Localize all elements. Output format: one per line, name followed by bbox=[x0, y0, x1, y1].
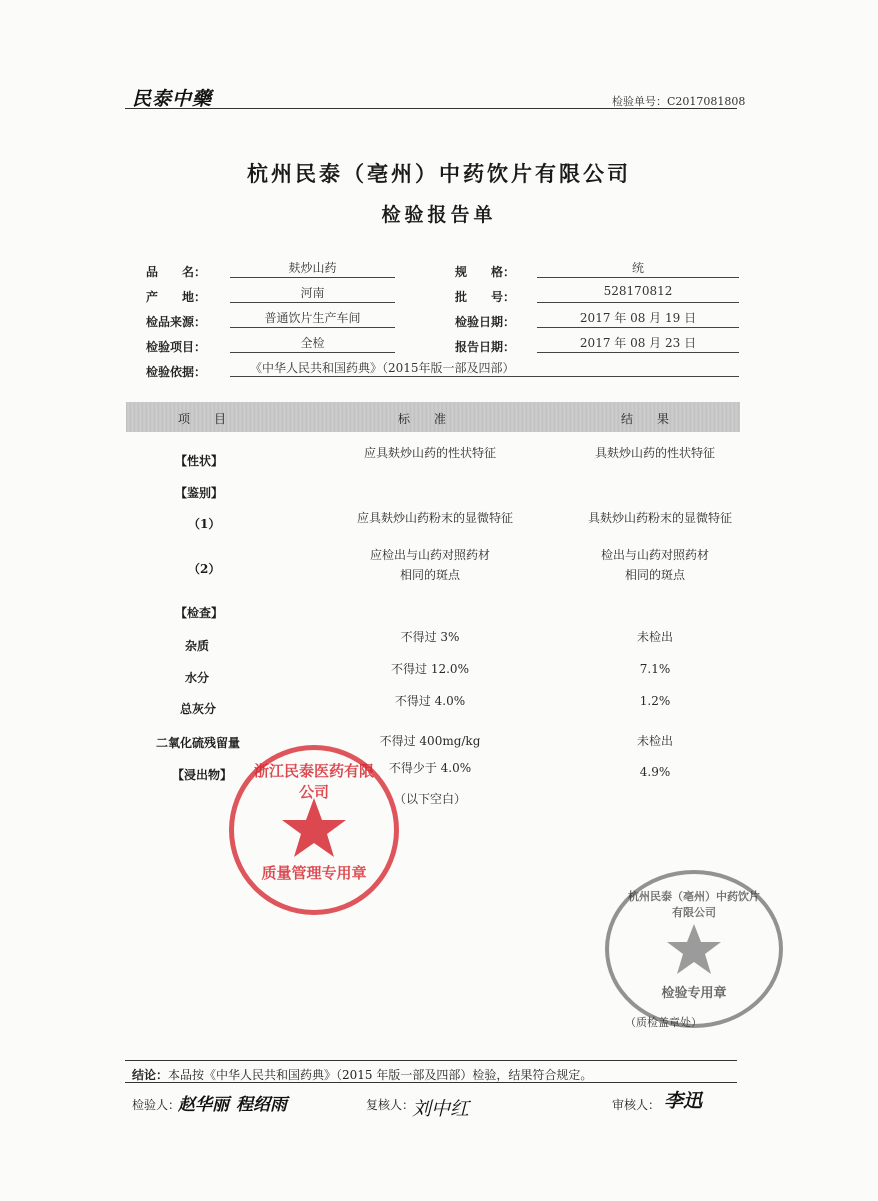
report-date-value: 2017 年 08 月 23 日 bbox=[537, 334, 739, 353]
quality-seal-stamp bbox=[229, 745, 399, 915]
approver-label: 审核人： bbox=[612, 1098, 661, 1112]
row-item: （2） bbox=[188, 562, 221, 576]
blank-note: （以下空白） bbox=[393, 792, 466, 806]
company-title: 杭州民泰（亳州）中药饮片有限公司 bbox=[247, 161, 631, 186]
row-item: 杂质 bbox=[185, 639, 210, 653]
footer-rule-bottom bbox=[125, 1082, 737, 1083]
row-item: 二氧化硫残留量 bbox=[156, 736, 241, 750]
conclusion bbox=[132, 1066, 592, 1083]
report-number bbox=[612, 93, 745, 109]
col-item-header: 项 目 bbox=[178, 412, 227, 426]
row-item: 总灰分 bbox=[180, 702, 217, 716]
report-number-label: 检验单号： bbox=[612, 95, 667, 108]
approver-signature: 李迅 bbox=[664, 1090, 703, 1112]
row-item: 水分 bbox=[185, 671, 210, 685]
row-standard: 应具麸炒山药粉末的显微特征 bbox=[356, 511, 513, 525]
row-item: （1） bbox=[188, 517, 221, 531]
document-title: 检验报告单 bbox=[381, 204, 497, 226]
row-result: 1.2% bbox=[639, 694, 671, 708]
item-value: 全检 bbox=[230, 334, 395, 353]
header-rule bbox=[125, 108, 737, 109]
reviewer-label: 复核人： bbox=[366, 1098, 415, 1112]
col-result-header: 结 果 bbox=[621, 412, 670, 426]
report-number-value: C2017081808 bbox=[667, 95, 746, 108]
basis-label: 检验依据： bbox=[146, 365, 207, 379]
row-result: 检出与山药对照药材 bbox=[600, 548, 709, 562]
row-result: 未检出 bbox=[636, 630, 673, 644]
row-standard: 不得过 4.0% bbox=[394, 694, 466, 708]
red-stamp-top-text: 浙江民泰医药有限公司 bbox=[253, 762, 374, 801]
row-standard: 不得少于 4.0% bbox=[388, 761, 472, 775]
row-standard-line2: 相同的斑点 bbox=[399, 568, 460, 582]
row-standard: 应检出与山药对照药材 bbox=[369, 548, 490, 562]
row-standard: 不得过 400mg/kg bbox=[379, 734, 481, 748]
product-value: 麸炒山药 bbox=[230, 259, 395, 278]
conclusion-label: 结论： bbox=[132, 1068, 169, 1082]
batch-label: 批 号： bbox=[455, 290, 516, 304]
spec-value: 统 bbox=[537, 259, 739, 278]
gray-stamp-bottom-text: 检验专用章 bbox=[661, 986, 727, 1001]
row-item: 【检查】 bbox=[175, 606, 224, 620]
batch-value: 528170812 bbox=[537, 284, 739, 303]
origin-value: 河南 bbox=[230, 284, 395, 303]
footer-rule-top bbox=[125, 1060, 737, 1061]
item-label: 检验项目： bbox=[146, 340, 207, 354]
test-date-value: 2017 年 08 月 19 日 bbox=[537, 309, 739, 328]
basis-value: 《中华人民共和国药典》（2015年版一部及四部） bbox=[230, 359, 739, 377]
row-item: 【浸出物】 bbox=[172, 768, 233, 782]
company-logo: 民泰中藥 bbox=[132, 88, 213, 110]
product-label: 品 名： bbox=[146, 265, 207, 279]
row-result: 7.1% bbox=[639, 662, 671, 676]
reviewer-signature: 刘中红 bbox=[412, 1098, 470, 1120]
inspector-signature-2: 程绍雨 bbox=[236, 1095, 287, 1115]
inspector-label: 检验人： bbox=[132, 1098, 181, 1112]
red-stamp-bottom-text: 质量管理专用章 bbox=[261, 864, 367, 882]
col-standard-header: 标 准 bbox=[398, 412, 447, 426]
origin-label: 产 地： bbox=[146, 290, 207, 304]
inspector-signature-1: 赵华丽 bbox=[178, 1095, 229, 1115]
row-standard: 不得过 12.0% bbox=[391, 662, 469, 676]
row-result: 具麸炒山药的性状特征 bbox=[594, 446, 715, 460]
row-standard: 应具麸炒山药的性状特征 bbox=[363, 446, 496, 460]
inspection-seal-stamp bbox=[605, 870, 783, 1028]
conclusion-text: 本品按《中华人民共和国药典》（2015 年版一部及四部）检验，结果符合规定。 bbox=[168, 1068, 593, 1082]
source-value: 普通饮片生产车间 bbox=[230, 309, 395, 328]
row-result: 具麸炒山药粉末的显微特征 bbox=[587, 511, 732, 525]
row-result-line2: 相同的斑点 bbox=[624, 568, 685, 582]
row-item: 【性状】 bbox=[175, 454, 224, 468]
test-date-label: 检验日期： bbox=[455, 315, 516, 329]
row-standard: 不得过 3% bbox=[400, 630, 460, 644]
stamp-caption: （质检盖章处） bbox=[625, 1016, 702, 1029]
row-result: 4.9% bbox=[639, 765, 671, 779]
source-label: 检品来源： bbox=[146, 315, 207, 329]
gray-stamp-top-text: 杭州民泰（亳州）中药饮片有限公司 bbox=[628, 890, 760, 919]
spec-label: 规 格： bbox=[455, 265, 516, 279]
report-date-label: 报告日期： bbox=[455, 340, 516, 354]
row-result: 未检出 bbox=[636, 734, 673, 748]
row-item: 【鉴别】 bbox=[175, 486, 224, 500]
